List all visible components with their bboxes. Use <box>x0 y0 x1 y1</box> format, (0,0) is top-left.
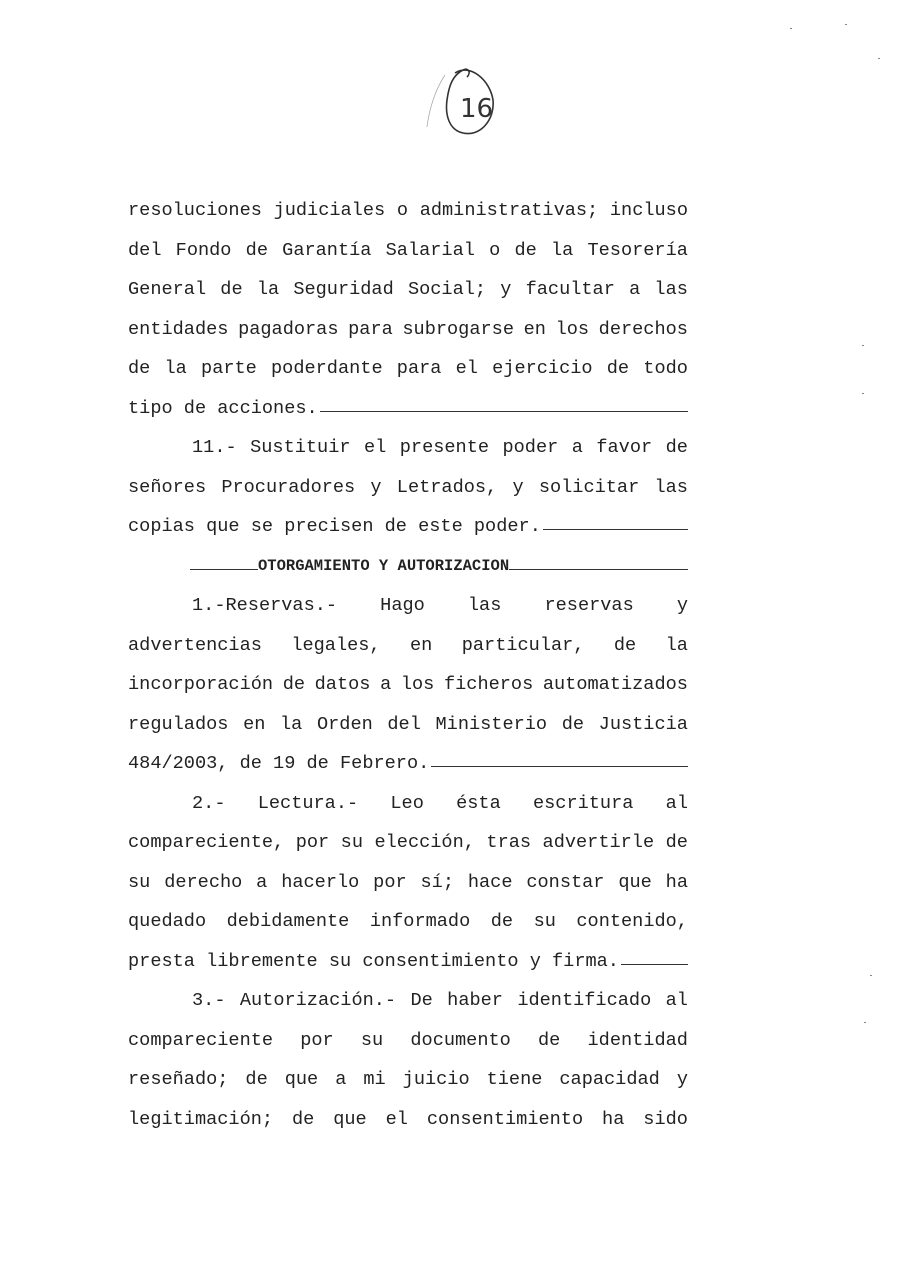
word: por <box>300 1029 334 1051</box>
word: resoluciones <box>128 200 262 221</box>
word: y <box>500 279 512 300</box>
section-heading <box>128 547 688 587</box>
word: entidades <box>128 318 229 340</box>
fill-rule <box>621 964 688 965</box>
word: el <box>455 358 478 379</box>
word: Seguridad <box>293 279 394 300</box>
text-line <box>128 586 688 626</box>
word: informado <box>369 911 471 932</box>
word: Leo <box>390 792 424 814</box>
word: las <box>654 279 688 300</box>
fill-rule <box>190 569 258 570</box>
word: Fondo <box>175 239 232 261</box>
word: Lectura.- <box>257 792 359 814</box>
word: su <box>128 871 151 893</box>
word: regulados <box>128 713 229 735</box>
fill-rule <box>543 529 688 530</box>
word: solicitar <box>538 476 640 498</box>
word: de <box>128 358 151 379</box>
text-line <box>128 428 688 468</box>
word: al <box>665 990 688 1011</box>
word: facultar <box>525 279 615 300</box>
word: consentimiento <box>426 1108 584 1130</box>
word: reservas <box>544 595 634 616</box>
word: a <box>571 437 583 458</box>
word: incorporación <box>128 674 274 695</box>
text-line <box>128 1021 688 1061</box>
word: capacidad <box>559 1069 660 1090</box>
word: de <box>245 1069 268 1090</box>
text-line <box>128 626 688 666</box>
word: tiene <box>486 1069 543 1090</box>
word: de <box>561 713 585 735</box>
document-body <box>128 191 688 1139</box>
line-text: copias que se precisen de este poder. <box>128 516 541 537</box>
word: a <box>380 674 392 695</box>
word: documento <box>410 1029 511 1051</box>
word: el <box>363 437 387 458</box>
word: 2.- <box>192 792 226 814</box>
word: favor <box>596 437 653 458</box>
word: la <box>280 713 303 735</box>
word: a <box>335 1069 347 1090</box>
word: su <box>360 1029 384 1051</box>
word: poderdante <box>271 358 383 379</box>
line-text: 484/2003, de 19 de Febrero. <box>128 753 430 774</box>
word: de <box>282 674 306 695</box>
text-line <box>128 784 688 824</box>
fill-rule <box>431 766 688 767</box>
word: Sustituir <box>250 437 351 458</box>
word: identidad <box>587 1029 688 1051</box>
word: compareciente, <box>128 832 285 853</box>
word: tras <box>486 832 532 853</box>
word: por <box>373 871 407 893</box>
text-line <box>128 310 688 350</box>
word: Tesorería <box>587 239 688 261</box>
word: la <box>164 358 187 379</box>
word: o <box>396 200 409 221</box>
word: en <box>409 634 433 656</box>
word: contenido, <box>576 911 688 932</box>
word: General <box>128 279 207 300</box>
text-line <box>128 231 688 271</box>
word: de <box>613 634 637 656</box>
word: datos <box>314 674 371 695</box>
word: debidamente <box>226 911 350 932</box>
word: de <box>665 832 688 853</box>
word: identificado <box>517 990 652 1011</box>
word: hace <box>467 871 513 893</box>
word: y <box>512 476 524 498</box>
word: constar <box>526 871 605 893</box>
text-line <box>128 270 688 310</box>
word: legales, <box>291 634 381 656</box>
word: pagadoras <box>238 318 339 340</box>
word: de <box>245 239 268 261</box>
word: a <box>256 871 268 893</box>
word: 11.- <box>192 437 237 458</box>
word: de <box>514 239 537 261</box>
word: los <box>400 674 435 695</box>
word: los <box>555 318 590 340</box>
word: derechos <box>598 318 688 340</box>
word: elección, <box>374 832 475 853</box>
text-line <box>128 389 688 429</box>
text-line <box>128 468 688 508</box>
line-text: presta libremente su consentimiento y firma. <box>128 950 619 972</box>
word: Letrados, <box>396 476 498 498</box>
word: ha <box>602 1108 625 1130</box>
word: todo <box>643 358 688 379</box>
word: las <box>654 476 688 498</box>
word: y <box>370 476 382 498</box>
word: de <box>220 279 243 300</box>
word: juicio <box>402 1069 470 1090</box>
word: judiciales <box>273 200 386 221</box>
word: del <box>128 239 162 261</box>
word: Hago <box>380 595 425 616</box>
word: por <box>295 832 330 853</box>
word: sí; <box>420 871 454 893</box>
word: De <box>410 990 433 1011</box>
word: sido <box>643 1108 688 1130</box>
word: y <box>676 595 688 616</box>
text-line <box>128 942 688 982</box>
text-line <box>128 191 688 231</box>
word: o <box>489 239 501 261</box>
word: advertencias <box>128 634 262 656</box>
word: Garantía <box>282 239 372 261</box>
word: Procuradores <box>221 476 356 498</box>
handwritten-folio-number <box>415 55 505 145</box>
word: advertirle <box>542 832 655 853</box>
word: mi <box>363 1069 386 1090</box>
line-text: tipo de acciones. <box>128 397 318 419</box>
word: parte <box>201 358 257 379</box>
word: Orden <box>316 713 373 735</box>
word: poder <box>502 437 559 458</box>
word: reseñado; <box>128 1069 229 1090</box>
word: ejercicio <box>492 358 593 379</box>
word: automatizados <box>542 674 688 695</box>
word: Social; <box>407 279 487 300</box>
word: al <box>665 792 688 814</box>
word: de <box>291 1108 315 1130</box>
word: del <box>387 713 421 735</box>
word: la <box>256 279 280 300</box>
word: su <box>533 911 556 932</box>
text-line <box>128 705 688 745</box>
text-line <box>128 665 688 705</box>
text-line <box>128 981 688 1021</box>
word: de <box>665 437 688 458</box>
word: ha <box>665 871 688 893</box>
word: Salarial <box>385 239 475 261</box>
text-line <box>128 349 688 389</box>
word: que <box>618 871 652 893</box>
word: hacerlo <box>281 871 360 893</box>
heading-text: OTORGAMIENTO Y AUTORIZACION <box>258 556 510 575</box>
word: haber <box>447 990 503 1011</box>
fill-rule <box>509 569 688 570</box>
word: derecho <box>164 871 243 893</box>
word: la <box>665 634 688 656</box>
text-line <box>128 1060 688 1100</box>
word: Justicia <box>598 713 688 735</box>
word: incluso <box>609 200 688 221</box>
fill-rule <box>320 411 688 412</box>
word: a <box>629 279 641 300</box>
word: para <box>396 358 442 379</box>
word: Autorización.- <box>239 990 397 1011</box>
word: administrativas; <box>419 200 599 221</box>
word: que <box>284 1069 319 1090</box>
word: las <box>467 595 502 616</box>
word: señores <box>128 476 207 498</box>
word: particular, <box>461 634 585 656</box>
text-line <box>128 863 688 903</box>
svg-text:16: 16 <box>460 94 494 124</box>
word: el <box>385 1108 408 1130</box>
word: su <box>340 832 363 853</box>
word: subrogarse <box>402 318 514 340</box>
word: que <box>333 1108 367 1130</box>
word: ficheros <box>443 674 534 695</box>
word: legitimación; <box>128 1108 274 1130</box>
word: ésta <box>456 792 501 814</box>
word: Ministerio <box>435 713 548 735</box>
text-line <box>128 902 688 942</box>
word: presente <box>399 437 490 458</box>
text-line <box>128 744 688 784</box>
word: de <box>490 911 514 932</box>
word: en <box>523 318 546 340</box>
word: en <box>243 713 266 735</box>
word: y <box>676 1069 688 1090</box>
word: 3.- <box>192 990 226 1011</box>
word: de <box>538 1029 561 1051</box>
word: la <box>550 239 574 261</box>
text-line <box>128 823 688 863</box>
word: escritura <box>532 792 634 814</box>
text-line <box>128 1100 688 1140</box>
word: compareciente <box>128 1029 274 1051</box>
word: para <box>348 318 393 340</box>
word: quedado <box>128 911 207 932</box>
word: de <box>606 358 630 379</box>
text-line <box>128 507 688 547</box>
word: 1.-Reservas.- <box>192 595 338 616</box>
